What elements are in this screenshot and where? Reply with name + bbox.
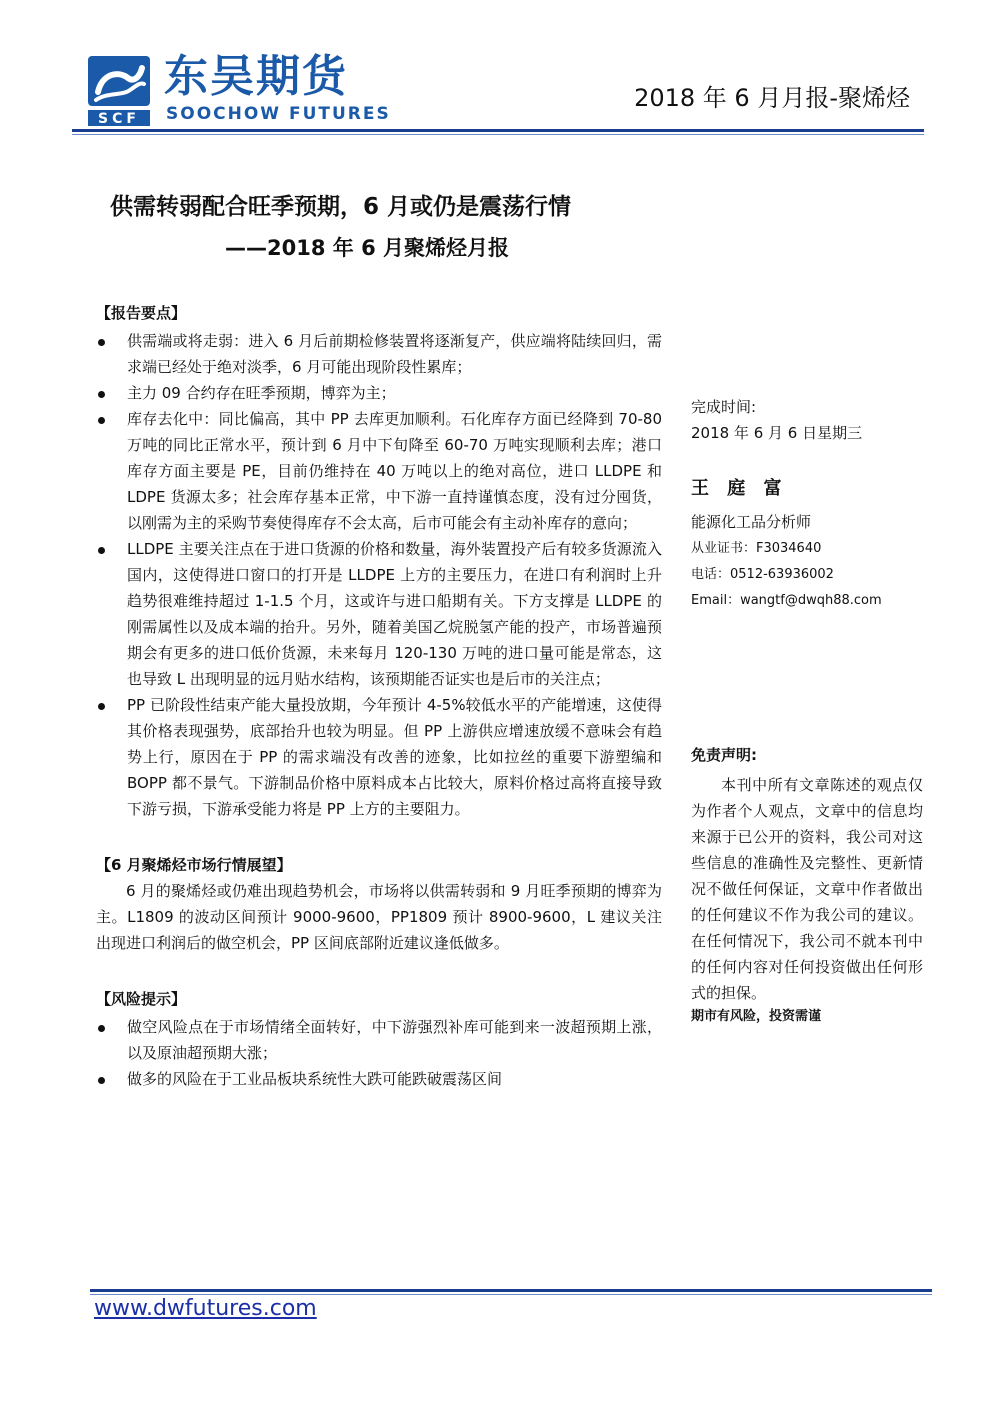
completion-date: 2018 年 6 月 6 日星期三 xyxy=(691,424,863,442)
key-point-text: 库存去化中：同比偏高，其中 PP 去库更加顺利。石化库存方面已经降到 70-80 万吨的同比正常水平，预计到 6 月中下旬降至 60-70 万吨实现顺利去库；港口库存方面主要是 PE，目前仍维持在 40 万吨以上的绝对高位，进口 LLDPE 和 LDPE 货源太多；社会库存基本正常，中下游一直持谨慎态度，没有过分囤货，以刚需为主的采购节奏使得库存不会太高，后市可能会有主动补库存的意向； xyxy=(127,410,662,532)
logo-mark-text: SCF xyxy=(98,111,140,126)
list-item xyxy=(96,692,662,822)
list-item xyxy=(96,328,662,380)
risk-text: 做多的风险在于工业品板块系统性大跌可能跌破震荡区间 xyxy=(127,1070,503,1088)
report-header-title: 2018 年 6 月月报-聚烯烃 xyxy=(634,84,910,112)
disclaimer-heading: 免责声明: xyxy=(691,746,757,764)
risk-text: 做空风险点在于市场情绪全面转好，中下游强烈补库可能到来一波超预期上涨，以及原油超预期大涨； xyxy=(127,1018,662,1062)
outlook-paragraph: 6 月的聚烯烃或仍难出现趋势机会，市场将以供需转弱和 9 月旺季预期的博弈为主。L1809 的波动区间预计 9000-9600，PP1809 预计 8900-9600，L 建议关注出现进口利润后的做空机会，PP 区间底部附近建议逢低做多。 xyxy=(96,882,662,952)
author-name: 王 庭 富 xyxy=(691,478,788,499)
risks-list xyxy=(96,1014,662,1092)
author-email: Email：wangtf@dwqh88.com xyxy=(691,593,882,608)
bullet-icon xyxy=(98,1077,105,1084)
logo-chinese-name: 东吴期货 xyxy=(164,51,348,102)
author-phone: 电话：0512-63936002 xyxy=(691,567,834,582)
list-item xyxy=(96,406,662,536)
key-point-text: PP 已阶段性结束产能大量投放期，今年预计 4-5%较低水平的产能增速，这使得其价格表现强势，底部抬升也较为明显。但 PP 上游供应增速放缓不意味会有趋势上行，原因在于 PP 的需求端没有改善的迹象，比如拉丝的重要下游塑编和 BOPP 都不景气。下游制品价格中原料成本占比较大，原料价格过高将直接导致下游亏损，下游承受能力将是 PP 上方的主要阻力。 xyxy=(127,696,662,818)
key-points-list xyxy=(96,328,662,822)
key-point-text: 主力 09 合约存在旺季预期，博弈为主； xyxy=(127,384,396,402)
report-main-title: 供需转弱配合旺季预期，6 月或仍是震荡行情 xyxy=(110,194,572,220)
author-license: 从业证书：F3034640 xyxy=(691,541,822,556)
disclaimer-text: 本刊中所有文章陈述的观点仅为作者个人观点，文章中的信息均来源于已公开的资料，我公司对这些信息的准确性及完整性、更新情况不做任何保证，文章中作者做出的任何建议不作为我公司的建议。在任何情况下，我公司不就本刊中的任何内容对任何投资做出任何形式的担保。 xyxy=(691,776,923,1002)
main-content xyxy=(96,300,662,1092)
key-point-text: 供需端或将走弱：进入 6 月后前期检修装置将逐渐复产，供应端将陆续回归，需求端已经处于绝对淡季，6 月可能出现阶段性累库； xyxy=(127,332,662,376)
bullet-icon xyxy=(98,391,105,398)
bullet-icon xyxy=(98,547,105,554)
key-point-text: LLDPE 主要关注点在于进口货源的价格和数量，海外装置投产后有较多货源流入国内，这使得进口窗口的打开是 LLDPE 上方的主要压力，在进口有利润时上升趋势很难维持超过 1-1.5 个月，这或许与进口船期有关。下方支撑是 LLDPE 的刚需属性以及成本端的抬升。另外，随着美国乙烷脱氢产能的投产，市场普遍预期会有更多的进口低价货源，未来每月 120-130 万吨的进口量可能是常态，这也导致 L 出现明显的远月贴水结构，该预期能否证实也是后市的关注点； xyxy=(127,540,662,688)
author-role: 能源化工品分析师 xyxy=(691,513,812,531)
report-subtitle: ——2018 年 6 月聚烯烃月报 xyxy=(225,236,509,260)
list-item xyxy=(96,1014,662,1066)
risk-warning: 期市有风险，投资需谨 xyxy=(691,1009,822,1024)
risks-heading: 【风险提示】 xyxy=(96,990,187,1008)
outlook-heading: 【6 月聚烯烃市场行情展望】 xyxy=(96,856,292,874)
list-item xyxy=(96,536,662,692)
bullet-icon xyxy=(98,417,105,424)
bullet-icon xyxy=(98,1025,105,1032)
bullet-icon xyxy=(98,339,105,346)
scf-logo-icon xyxy=(88,56,150,126)
website-link[interactable]: www.dwfutures.com xyxy=(94,1296,317,1321)
key-points-heading: 【报告要点】 xyxy=(96,304,187,322)
footer-divider xyxy=(90,1289,932,1293)
company-logo xyxy=(88,52,408,130)
sidebar xyxy=(691,394,923,1028)
list-item xyxy=(96,380,662,406)
list-item xyxy=(96,1066,662,1092)
logo-english-name: SOOCHOW FUTURES xyxy=(166,104,391,124)
header-divider xyxy=(72,129,924,133)
bullet-icon xyxy=(98,703,105,710)
completion-label: 完成时间: xyxy=(691,398,757,416)
